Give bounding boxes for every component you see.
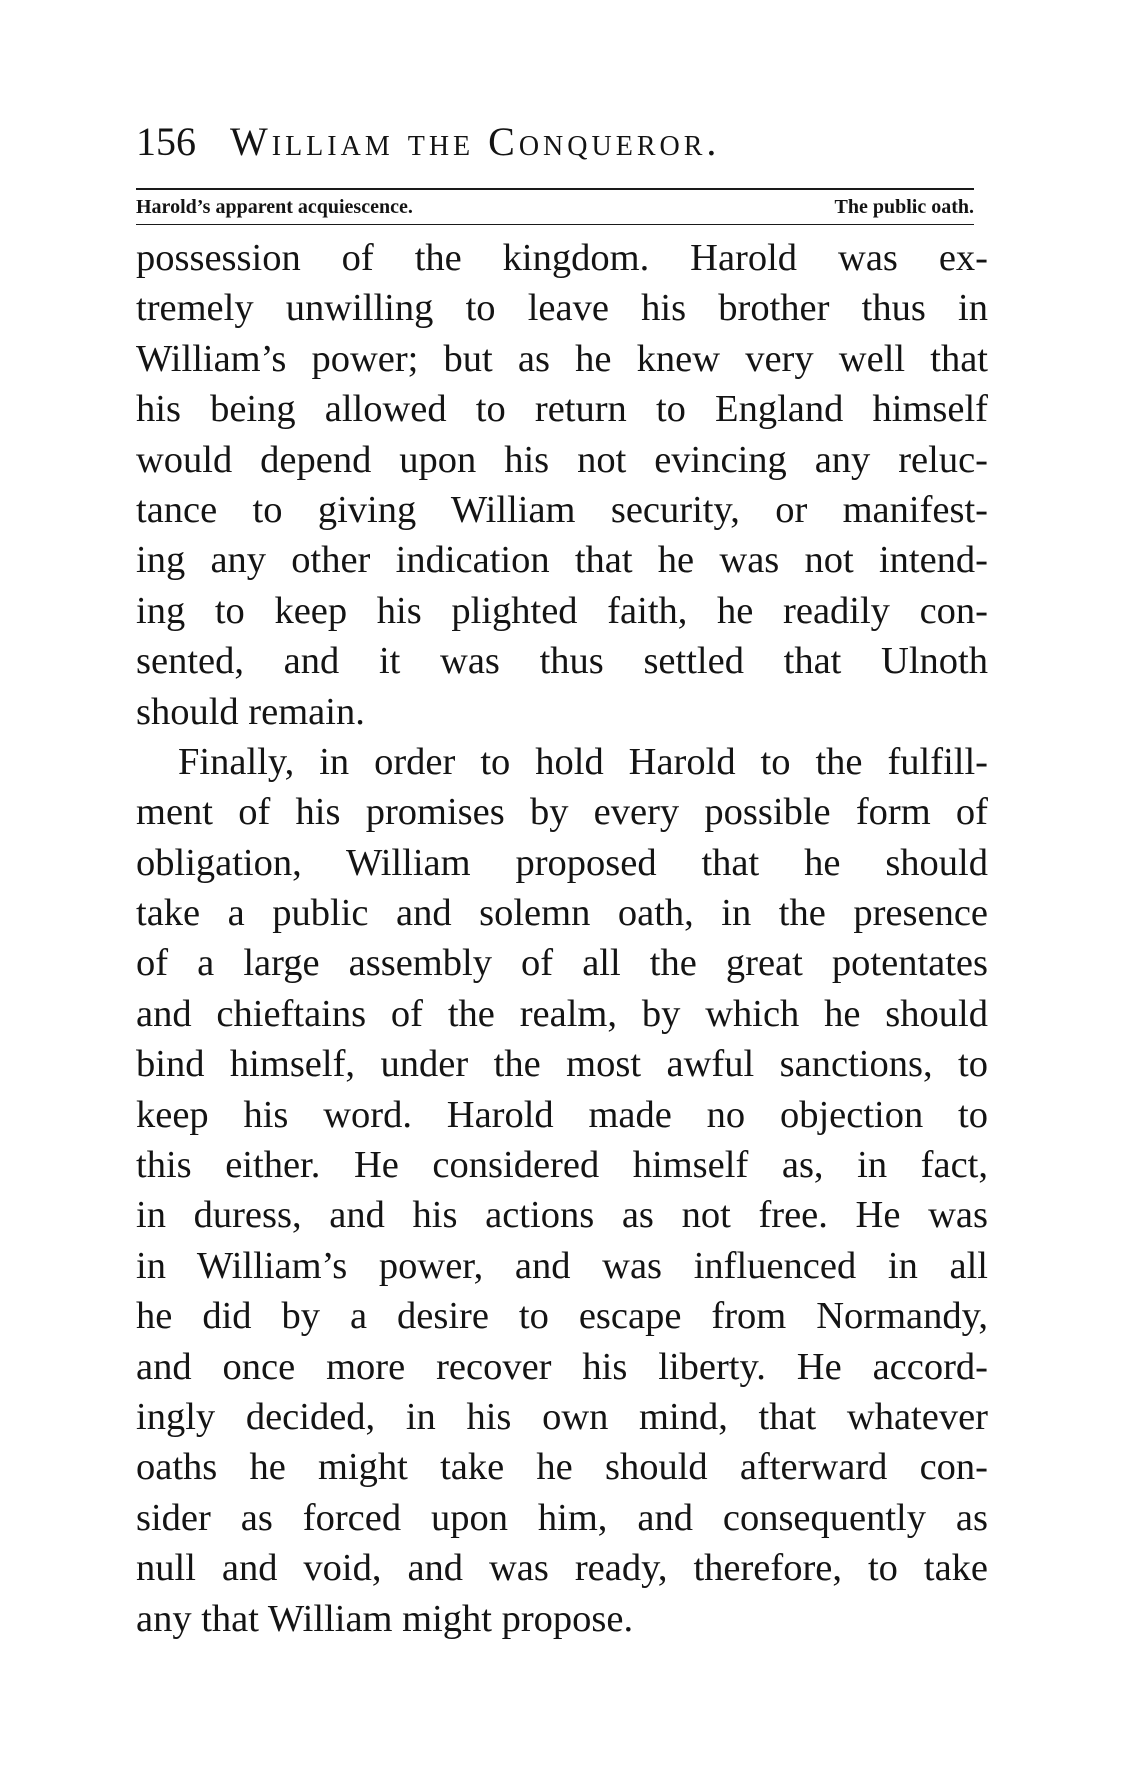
text-line: keep his word. Harold made no objection to xyxy=(136,1093,988,1136)
text-line: in duress, and his actions as not free. He was xyxy=(136,1194,988,1237)
text-line: this either. He considered himself as, in fact, xyxy=(136,1144,988,1187)
text-line: would depend upon his not evincing any reluc- xyxy=(136,438,988,481)
text-line: obligation, William proposed that he should xyxy=(136,841,988,884)
text-line: ing any other indication that he was not intend- xyxy=(136,539,988,582)
sidenote-rule xyxy=(136,224,974,225)
paragraph-1 xyxy=(136,233,988,737)
page-number: 156 xyxy=(136,119,196,164)
text-line: and chieftains of the realm, by which he should xyxy=(136,992,988,1035)
text-line: should remain. xyxy=(136,690,365,733)
text-line: he did by a desire to escape from Normandy, xyxy=(136,1295,988,1338)
text-line: of a large assembly of all the great potentates xyxy=(136,942,988,985)
book-page xyxy=(136,118,988,1644)
text-line: any that William might propose. xyxy=(136,1597,634,1640)
text-line: null and void, and was ready, therefore, to take xyxy=(136,1547,988,1590)
text-line: Finally, in order to hold Harold to the fulfill- xyxy=(178,740,988,783)
text-line: ingly decided, in his own mind, that whatever xyxy=(136,1395,988,1438)
text-line: William’s power; but as he knew very well that xyxy=(136,337,988,380)
text-line: bind himself, under the most awful sanctions, to xyxy=(136,1043,988,1086)
sidenote-bar xyxy=(136,194,974,220)
running-head xyxy=(136,118,988,168)
header-rule xyxy=(136,188,974,190)
paragraph-2 xyxy=(136,737,988,1644)
body-text xyxy=(136,233,988,1644)
text-line: and once more recover his liberty. He accord- xyxy=(136,1345,988,1388)
text-line: sider as forced upon him, and consequently as xyxy=(136,1496,988,1539)
text-line: sented, and it was thus settled that Ulnoth xyxy=(136,640,988,683)
text-line: oaths he might take he should afterward con- xyxy=(136,1446,988,1489)
sidenote-right: The public oath. xyxy=(834,196,974,218)
text-line: take a public and solemn oath, in the presence xyxy=(136,892,988,935)
sidenote-left: Harold’s apparent acquiescence. xyxy=(136,196,413,218)
text-line: his being allowed to return to England himself xyxy=(136,388,988,431)
text-line: ing to keep his plighted faith, he readily con- xyxy=(136,589,988,632)
text-line: tance to giving William security, or manifest- xyxy=(136,488,988,531)
book-title: William the Conqueror. xyxy=(230,119,721,164)
text-line: in William’s power, and was influenced in all xyxy=(136,1244,988,1287)
text-line: possession of the kingdom. Harold was ex- xyxy=(136,237,988,279)
text-line: tremely unwilling to leave his brother thus in xyxy=(136,287,988,330)
text-line: ment of his promises by every possible form of xyxy=(136,791,988,834)
